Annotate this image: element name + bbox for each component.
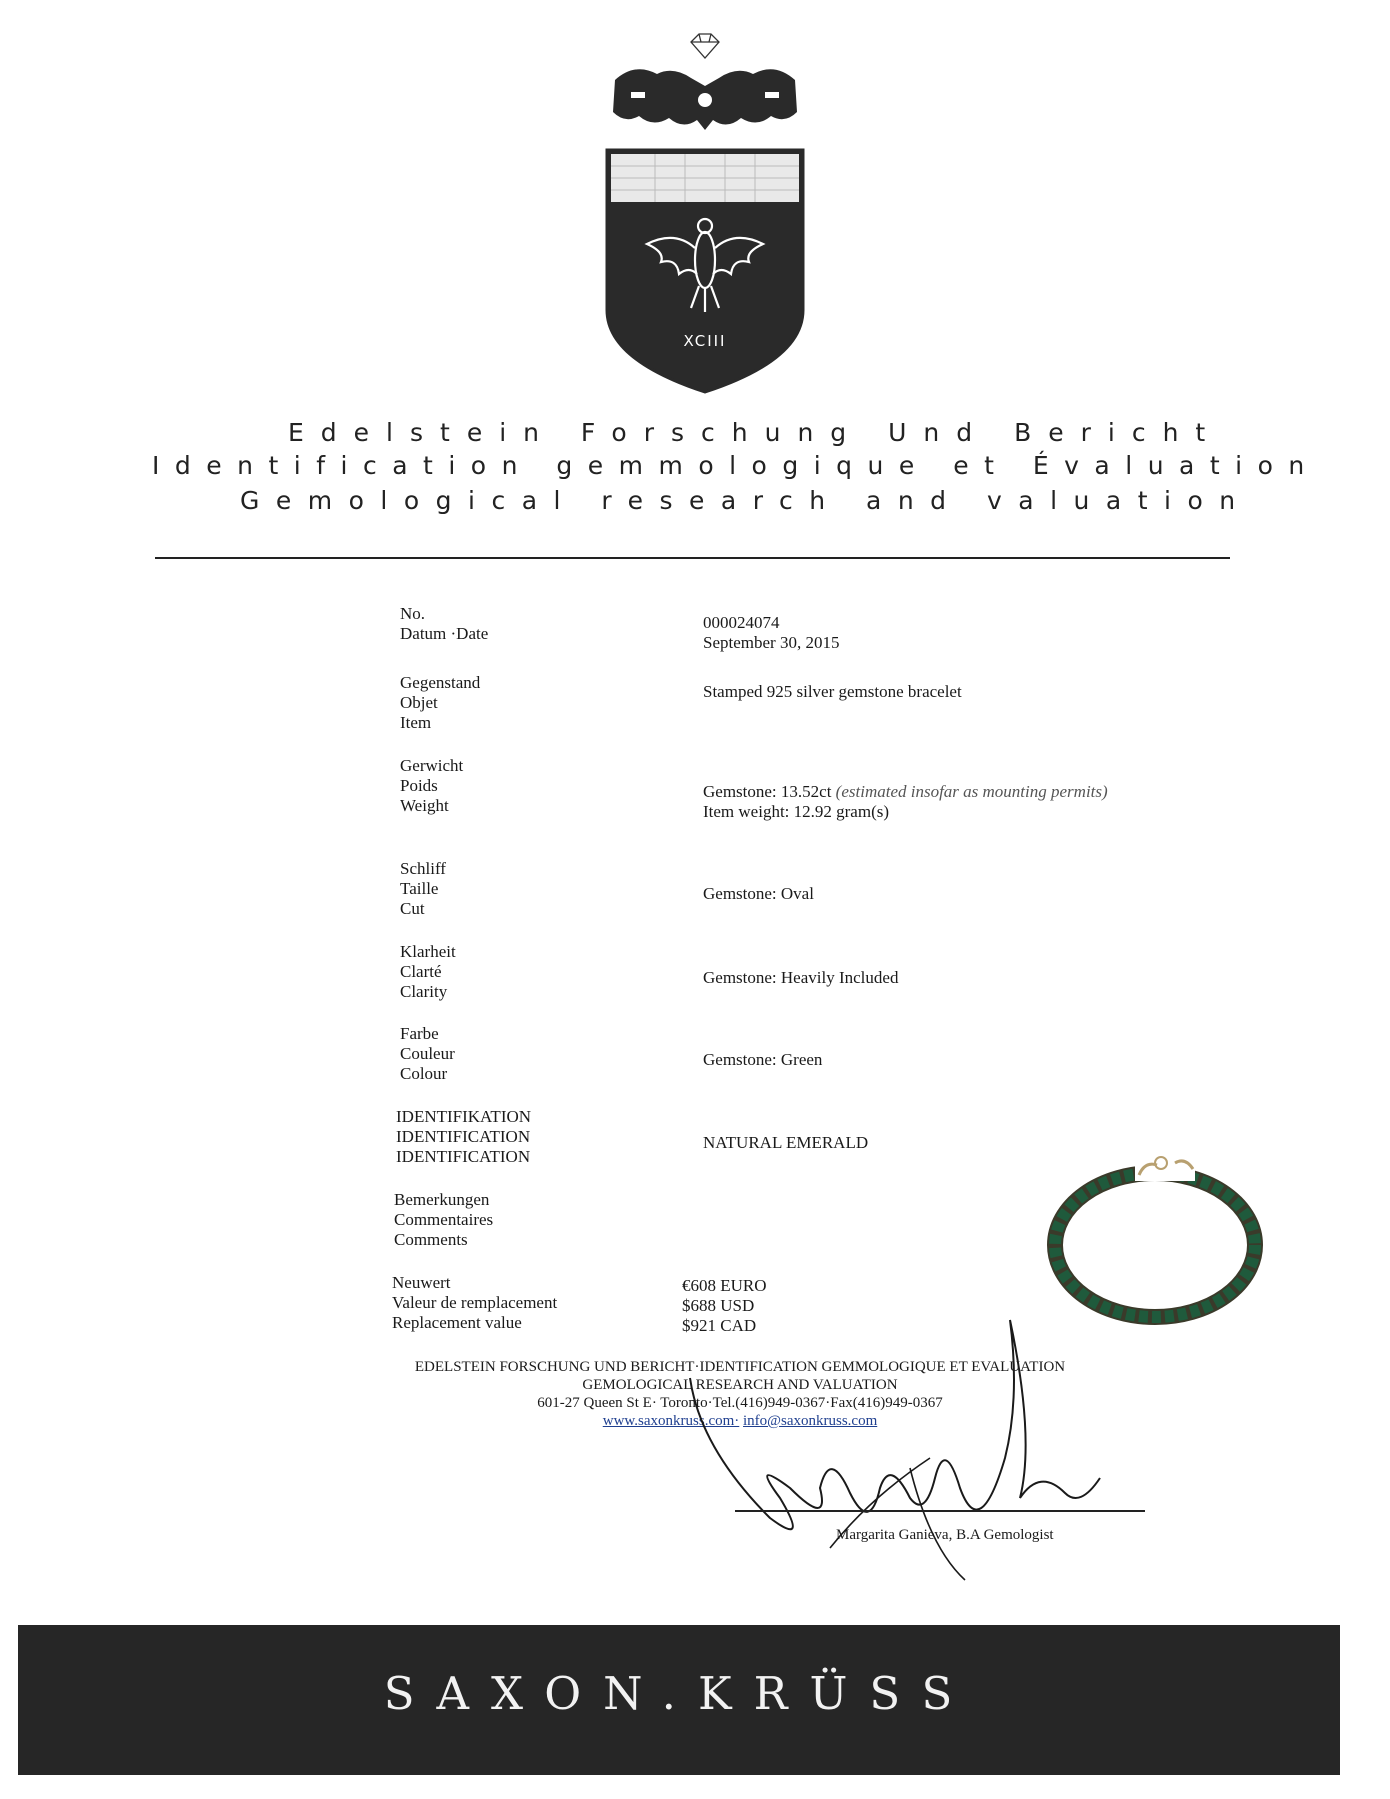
replacement-labels [392, 1273, 557, 1333]
label-date: Datum ·Date [400, 624, 489, 643]
identification-value: NATURAL EMERALD [703, 1133, 869, 1152]
label-item: Item [400, 713, 432, 732]
clarity-labels [400, 942, 456, 1002]
label-couleur: Couleur [400, 1044, 455, 1063]
value-cad: $921 CAD [682, 1316, 757, 1335]
header-title-en: Gemological research and valuation [240, 486, 1252, 515]
bracelet-photo [1035, 1145, 1275, 1335]
label-colour: Colour [400, 1064, 448, 1083]
colour-value: Gemstone: Green [703, 1050, 823, 1069]
company-subtitle: GEMOLOGICAL RESEARCH AND VALUATION [582, 1377, 898, 1393]
brand-band [18, 1625, 1340, 1775]
label-comments: Comments [394, 1230, 468, 1249]
header-title-de: Edelstein Forschung Und Bericht [288, 418, 1223, 447]
label-identification-en: IDENTIFICATION [396, 1147, 531, 1166]
label-replacement-value: Replacement value [392, 1313, 522, 1332]
header-title-fr: Identification gemmologique et Évaluation [152, 451, 1320, 480]
gemstone-weight-note: (estimated insofar as mounting permits) [835, 782, 1108, 801]
number-labels [400, 604, 488, 644]
label-weight: Weight [400, 796, 449, 815]
email-link[interactable]: info@saxonkruss.com [743, 1413, 878, 1429]
crest-numeral: XCIII [683, 332, 727, 350]
crown-ornament [613, 69, 797, 130]
item-value: Stamped 925 silver gemstone bracelet [703, 682, 962, 701]
cut-value: Gemstone: Oval [703, 884, 814, 903]
gemstone-weight-value: Gemstone: 13.52ct [703, 782, 832, 801]
clarity-value: Gemstone: Heavily Included [703, 968, 899, 987]
label-bemerkungen: Bemerkungen [394, 1190, 490, 1209]
report-number: 000024074 [703, 613, 780, 632]
weight-labels [400, 756, 463, 816]
label-objet: Objet [400, 693, 438, 712]
label-commentaires: Commentaires [394, 1210, 494, 1229]
signature [680, 1318, 1120, 1588]
cut-labels [400, 859, 446, 919]
label-klarheit: Klarheit [400, 942, 456, 961]
company-name: EDELSTEIN FORSCHUNG UND BERICHT·IDENTIFICATION GEMMOLOGIQUE ET EVALUATION [414, 1359, 1066, 1375]
report-date: September 30, 2015 [703, 633, 840, 652]
item-labels [400, 673, 480, 733]
diamond-icon [691, 34, 719, 58]
value-euro: €608 EURO [682, 1276, 767, 1295]
crest-logo [595, 30, 815, 400]
website-link[interactable]: www.saxonkruss.com· [602, 1413, 740, 1429]
label-clarte: Clarté [400, 962, 442, 981]
item-weight: Item weight: 12.92 gram(s) [703, 802, 890, 821]
label-schliff: Schliff [400, 859, 446, 878]
colour-labels [400, 1024, 455, 1084]
label-identifikation: IDENTIFIKATION [396, 1107, 532, 1126]
label-gegenstand: Gegenstand [400, 673, 481, 692]
signatory-name: Margarita Ganieva, B.A Gemologist [836, 1527, 1054, 1543]
label-valeur-remplacement: Valeur de remplacement [392, 1293, 558, 1312]
label-farbe: Farbe [400, 1024, 439, 1043]
label-clarity: Clarity [400, 982, 448, 1001]
signature-line [735, 1510, 1145, 1512]
label-poids: Poids [400, 776, 438, 795]
label-gerwicht: Gerwicht [400, 756, 464, 775]
comments-labels [394, 1190, 493, 1250]
label-no: No. [400, 604, 426, 623]
value-usd: $688 USD [682, 1296, 755, 1315]
identification-labels [396, 1107, 531, 1167]
label-cut: Cut [400, 899, 425, 918]
header-divider [155, 557, 1230, 559]
label-neuwert: Neuwert [392, 1273, 451, 1292]
number-values [703, 613, 839, 653]
label-taille: Taille [400, 879, 439, 898]
brand-name: SAXON.KRÜSS [383, 1667, 975, 1720]
company-address: 601-27 Queen St E· Toronto·Tel.(416)949-0367·Fax(416)949-0367 [537, 1395, 943, 1411]
label-identification-fr: IDENTIFICATION [396, 1127, 531, 1146]
weight-values [703, 782, 1108, 822]
gemstone-weight [703, 782, 1108, 802]
